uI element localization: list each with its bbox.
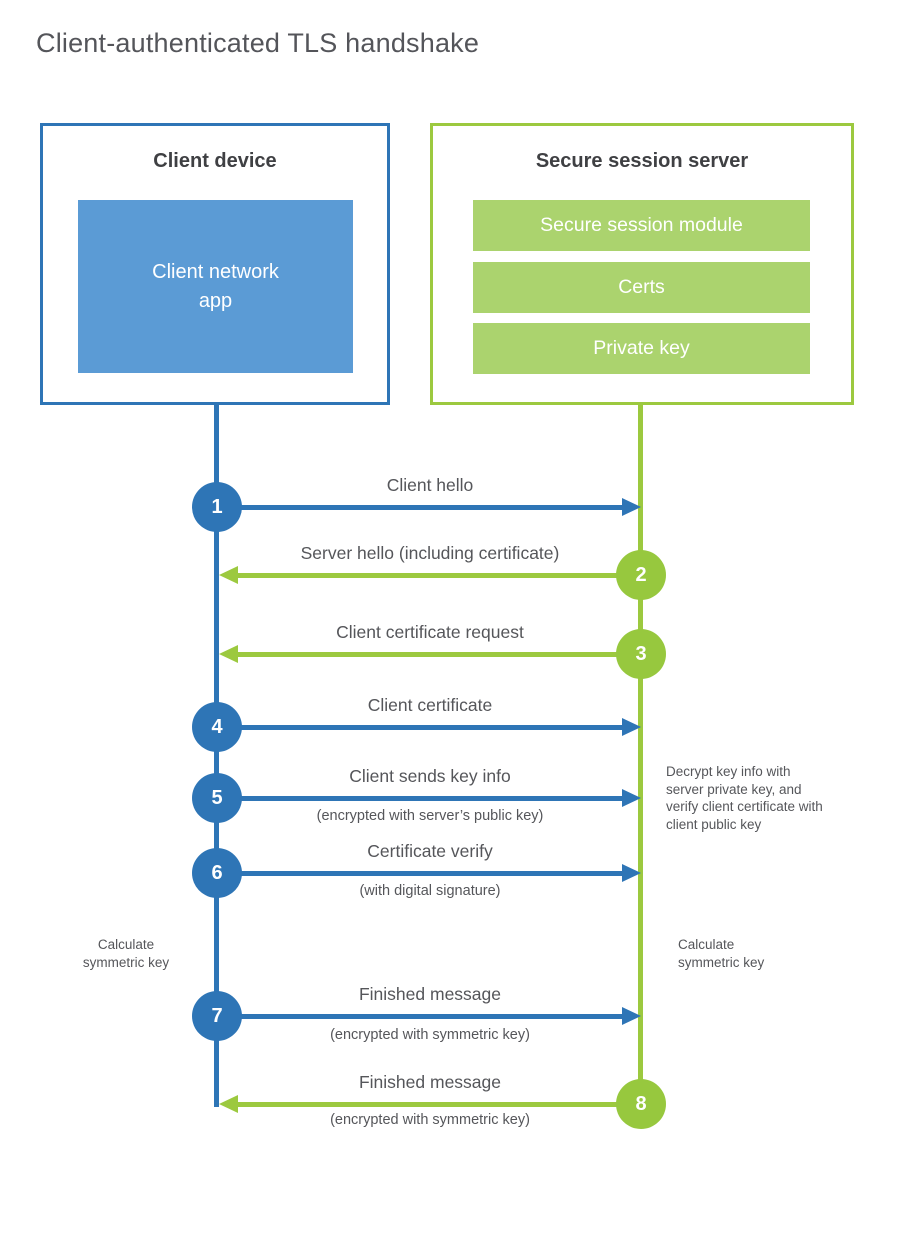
arrowhead-left-icon bbox=[219, 1095, 238, 1113]
client-network-app-label: Client network app bbox=[152, 260, 279, 312]
arrow-step-6-client-to-server bbox=[240, 864, 641, 882]
arrow-shaft bbox=[238, 652, 619, 657]
secure-session-server-header: Secure session server bbox=[535, 150, 749, 172]
step-number: 1 bbox=[211, 495, 223, 518]
client-device-box bbox=[40, 123, 390, 405]
arrowhead-left-icon bbox=[219, 566, 238, 584]
arrow-step-3-server-to-client bbox=[219, 645, 619, 663]
step-number: 2 bbox=[635, 563, 647, 586]
step-8-sublabel: (encrypted with symmetric key) bbox=[330, 1112, 530, 1128]
step-6-sublabel: (with digital signature) bbox=[359, 883, 501, 899]
step-number: 3 bbox=[635, 642, 647, 665]
step-number: 7 bbox=[211, 1004, 223, 1027]
step-2-label: Server hello (including certificate) bbox=[300, 543, 560, 563]
step-4-label: Client certificate bbox=[367, 695, 493, 715]
arrowhead-right-icon bbox=[622, 498, 641, 516]
step-5-sublabel: (encrypted with server’s public key) bbox=[316, 808, 544, 824]
step-1-label: Client hello bbox=[386, 475, 474, 495]
arrow-shaft bbox=[240, 871, 622, 876]
step-3-label: Client certificate request bbox=[336, 622, 524, 642]
step-8-label: Finished message bbox=[358, 1072, 502, 1092]
step-number: 6 bbox=[211, 861, 223, 884]
server-module-secure-session-module: Secure session module bbox=[473, 200, 810, 251]
secure-session-server-box bbox=[430, 123, 854, 405]
arrowhead-right-icon bbox=[622, 789, 641, 807]
step-number: 5 bbox=[211, 786, 223, 809]
arrow-shaft bbox=[240, 505, 622, 510]
page-title: Client-authenticated TLS handshake bbox=[36, 28, 480, 58]
arrow-shaft bbox=[238, 573, 619, 578]
step-7-label: Finished message bbox=[358, 984, 502, 1004]
client-device-header: Client device bbox=[153, 150, 277, 172]
arrowhead-left-icon bbox=[219, 645, 238, 663]
client-network-app-box bbox=[78, 200, 353, 373]
arrow-shaft bbox=[240, 1014, 622, 1019]
server-module-private-key: Private key bbox=[473, 323, 810, 374]
arrow-shaft bbox=[240, 725, 622, 730]
step-number: 4 bbox=[211, 715, 223, 738]
step-7-sublabel: (encrypted with symmetric key) bbox=[330, 1027, 530, 1043]
server-module-certs: Certs bbox=[473, 262, 810, 313]
step-5-label: Client sends key info bbox=[349, 766, 511, 786]
arrow-shaft bbox=[238, 1102, 619, 1107]
calculate-symmetric-key-note-server: Calculate symmetric key bbox=[678, 937, 765, 970]
step-number: 8 bbox=[635, 1092, 647, 1115]
arrow-step-4-client-to-server bbox=[240, 718, 641, 736]
arrowhead-right-icon bbox=[622, 718, 641, 736]
arrow-step-8-server-to-client bbox=[219, 1095, 619, 1113]
calculate-symmetric-key-note-client: Calculate symmetric key bbox=[82, 937, 170, 970]
arrow-shaft bbox=[240, 796, 622, 801]
arrow-step-2-server-to-client bbox=[219, 566, 619, 584]
step-6-label: Certificate verify bbox=[367, 841, 493, 861]
arrow-step-1-client-to-server bbox=[240, 498, 641, 516]
arrowhead-right-icon bbox=[622, 1007, 641, 1025]
decrypt-key-info-note: Decrypt key info with server private key, and verify client certificate with client public key bbox=[666, 764, 823, 832]
arrow-step-7-client-to-server bbox=[240, 1007, 641, 1025]
arrowhead-right-icon bbox=[622, 864, 641, 882]
arrow-step-5-client-to-server bbox=[240, 789, 641, 807]
